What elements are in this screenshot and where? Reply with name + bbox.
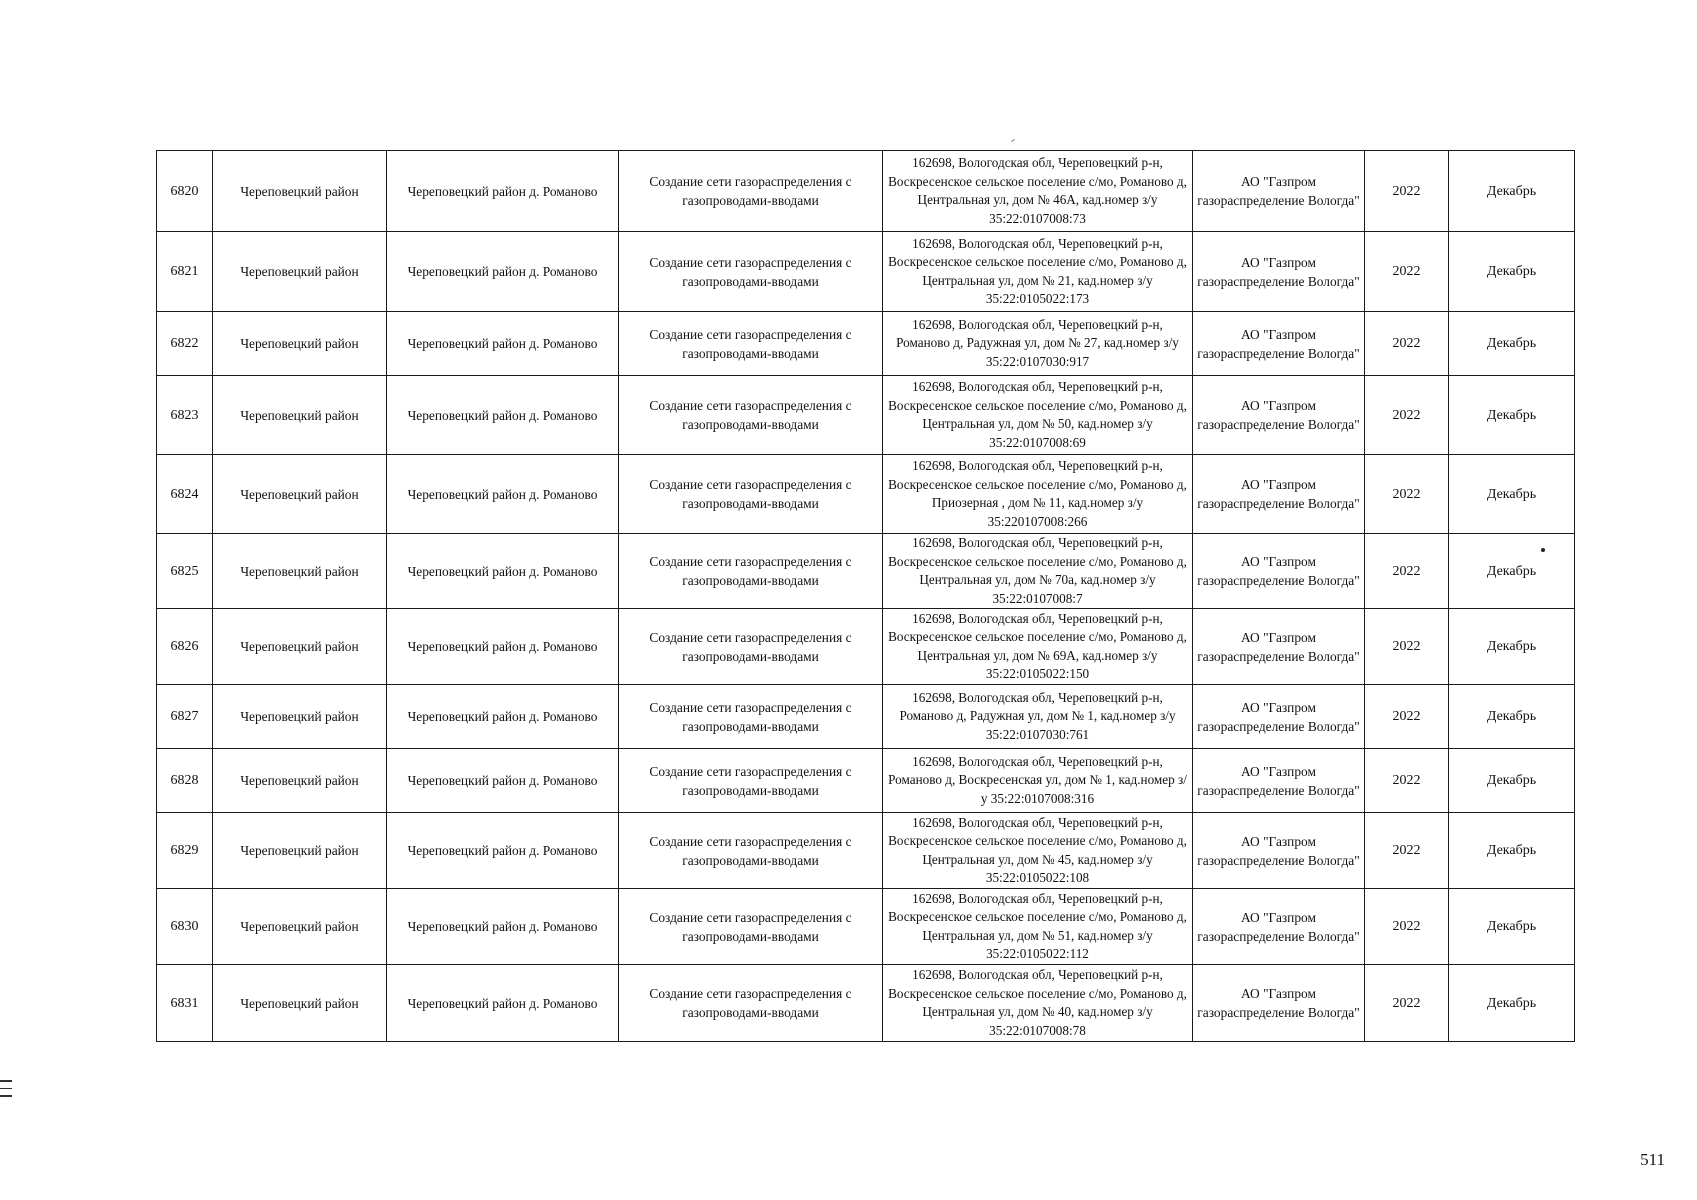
month-cell: Декабрь bbox=[1449, 312, 1575, 376]
locality-cell: Череповецкий район д. Романово bbox=[387, 889, 619, 965]
district-cell: Череповецкий район bbox=[213, 813, 387, 889]
row-number: 6826 bbox=[157, 609, 213, 685]
work-type-cell: Создание сети газораспределения с газопроводами-вводами bbox=[619, 813, 883, 889]
district-cell: Череповецкий район bbox=[213, 965, 387, 1042]
locality-cell: Череповецкий район д. Романово bbox=[387, 813, 619, 889]
district-cell: Череповецкий район bbox=[213, 455, 387, 534]
locality-cell: Череповецкий район д. Романово bbox=[387, 312, 619, 376]
locality-cell: Череповецкий район д. Романово bbox=[387, 232, 619, 312]
address-cell: 162698, Вологодская обл, Череповецкий р-н, Романово д, Радужная ул, дом № 27, кад.номер з/у 35:22:0107030:917 bbox=[883, 312, 1193, 376]
row-number: 6830 bbox=[157, 889, 213, 965]
table-row bbox=[157, 455, 1575, 534]
month-cell: Декабрь bbox=[1449, 965, 1575, 1042]
year-cell: 2022 bbox=[1365, 609, 1449, 685]
scan-speck bbox=[1541, 548, 1545, 552]
month-cell: Декабрь bbox=[1449, 455, 1575, 534]
organization-cell: АО "Газпром газораспределение Вологда" bbox=[1193, 151, 1365, 232]
locality-cell: Череповецкий район д. Романово bbox=[387, 965, 619, 1042]
year-cell: 2022 bbox=[1365, 889, 1449, 965]
row-number: 6825 bbox=[157, 534, 213, 609]
month-cell: Декабрь bbox=[1449, 685, 1575, 749]
district-cell: Череповецкий район bbox=[213, 232, 387, 312]
row-number: 6820 bbox=[157, 151, 213, 232]
locality-cell: Череповецкий район д. Романово bbox=[387, 685, 619, 749]
district-cell: Череповецкий район bbox=[213, 749, 387, 813]
row-number: 6824 bbox=[157, 455, 213, 534]
district-cell: Череповецкий район bbox=[213, 685, 387, 749]
organization-cell: АО "Газпром газораспределение Вологда" bbox=[1193, 813, 1365, 889]
district-cell: Череповецкий район bbox=[213, 151, 387, 232]
address-cell: 162698, Вологодская обл, Череповецкий р-н, Воскресенское сельское поселение с/мо, Романово д, Центральная ул, дом № 40, кад.номер з/у 35:22:0107008:78 bbox=[883, 965, 1193, 1042]
address-cell: 162698, Вологодская обл, Череповецкий р-н, Воскресенское сельское поселение с/мо, Романово д, Центральная ул, дом № 21, кад.номер з/у 35:22:0105022:173 bbox=[883, 232, 1193, 312]
organization-cell: АО "Газпром газораспределение Вологда" bbox=[1193, 685, 1365, 749]
locality-cell: Череповецкий район д. Романово bbox=[387, 151, 619, 232]
month-cell: Декабрь bbox=[1449, 889, 1575, 965]
page-number: 511 bbox=[1640, 1150, 1665, 1169]
year-cell: 2022 bbox=[1365, 455, 1449, 534]
organization-cell: АО "Газпром газораспределение Вологда" bbox=[1193, 749, 1365, 813]
month-cell: Декабрь bbox=[1449, 376, 1575, 455]
year-cell: 2022 bbox=[1365, 232, 1449, 312]
month-cell: Декабрь bbox=[1449, 232, 1575, 312]
table-row bbox=[157, 749, 1575, 813]
work-type-cell: Создание сети газораспределения с газопроводами-вводами bbox=[619, 685, 883, 749]
address-cell: 162698, Вологодская обл, Череповецкий р-н, Воскресенское сельское поселение с/мо, Романово д, Центральная ул, дом № 50, кад.номер з/у 35:22:0107008:69 bbox=[883, 376, 1193, 455]
organization-cell: АО "Газпром газораспределение Вологда" bbox=[1193, 376, 1365, 455]
month-cell: Декабрь bbox=[1449, 151, 1575, 232]
table-row bbox=[157, 813, 1575, 889]
locality-cell: Череповецкий район д. Романово bbox=[387, 534, 619, 609]
row-number: 6822 bbox=[157, 312, 213, 376]
organization-cell: АО "Газпром газораспределение Вологда" bbox=[1193, 232, 1365, 312]
address-cell: 162698, Вологодская обл, Череповецкий р-н, Воскресенское сельское поселение с/мо, Романово д, Центральная ул, дом № 46А, кад.номер з/у 35:22:0107008:73 bbox=[883, 151, 1193, 232]
work-type-cell: Создание сети газораспределения с газопроводами-вводами bbox=[619, 609, 883, 685]
row-number: 6821 bbox=[157, 232, 213, 312]
organization-cell: АО "Газпром газораспределение Вологда" bbox=[1193, 609, 1365, 685]
organization-cell: АО "Газпром газораспределение Вологда" bbox=[1193, 889, 1365, 965]
address-cell: 162698, Вологодская обл, Череповецкий р-н, Воскресенское сельское поселение с/мо, Романово д, Центральная ул, дом № 70а, кад.номер з/у 35:22:0107008:7 bbox=[883, 534, 1193, 609]
row-number: 6823 bbox=[157, 376, 213, 455]
row-number: 6829 bbox=[157, 813, 213, 889]
district-cell: Череповецкий район bbox=[213, 609, 387, 685]
district-cell: Череповецкий район bbox=[213, 312, 387, 376]
locality-cell: Череповецкий район д. Романово bbox=[387, 455, 619, 534]
document-sheet bbox=[156, 150, 1574, 1042]
scan-edge-mark bbox=[0, 1080, 12, 1103]
address-cell: 162698, Вологодская обл, Череповецкий р-н, Воскресенское сельское поселение с/мо, Романово д, Центральная ул, дом № 69А, кад.номер з/у 35:22:0105022:150 bbox=[883, 609, 1193, 685]
organization-cell: АО "Газпром газораспределение Вологда" bbox=[1193, 534, 1365, 609]
work-type-cell: Создание сети газораспределения с газопроводами-вводами bbox=[619, 455, 883, 534]
month-cell: Декабрь bbox=[1449, 749, 1575, 813]
work-type-cell: Создание сети газораспределения с газопроводами-вводами bbox=[619, 965, 883, 1042]
locality-cell: Череповецкий район д. Романово bbox=[387, 376, 619, 455]
address-cell: 162698, Вологодская обл, Череповецкий р-н, Воскресенское сельское поселение с/мо, Романово д, Центральная ул, дом № 45, кад.номер з/у 35:22:0105022:108 bbox=[883, 813, 1193, 889]
organization-cell: АО "Газпром газораспределение Вологда" bbox=[1193, 312, 1365, 376]
address-cell: 162698, Вологодская обл, Череповецкий р-н, Воскресенское сельское поселение с/мо, Романово д, Приозерная , дом № 11, кад.номер з/у 35:220107008:266 bbox=[883, 455, 1193, 534]
work-type-cell: Создание сети газораспределения с газопроводами-вводами bbox=[619, 889, 883, 965]
work-type-cell: Создание сети газораспределения с газопроводами-вводами bbox=[619, 534, 883, 609]
table-row bbox=[157, 151, 1575, 232]
month-cell: Декабрь bbox=[1449, 813, 1575, 889]
table-row bbox=[157, 376, 1575, 455]
row-number: 6831 bbox=[157, 965, 213, 1042]
table-row bbox=[157, 534, 1575, 609]
address-cell: 162698, Вологодская обл, Череповецкий р-н, Романово д, Воскресенская ул, дом № 1, кад.номер з/у 35:22:0107008:316 bbox=[883, 749, 1193, 813]
work-type-cell: Создание сети газораспределения с газопроводами-вводами bbox=[619, 151, 883, 232]
year-cell: 2022 bbox=[1365, 685, 1449, 749]
work-type-cell: Создание сети газораспределения с газопроводами-вводами bbox=[619, 376, 883, 455]
table-row bbox=[157, 685, 1575, 749]
address-cell: 162698, Вологодская обл, Череповецкий р-н, Романово д, Радужная ул, дом № 1, кад.номер з/у 35:22:0107030:761 bbox=[883, 685, 1193, 749]
locality-cell: Череповецкий район д. Романово bbox=[387, 749, 619, 813]
address-cell: 162698, Вологодская обл, Череповецкий р-н, Воскресенское сельское поселение с/мо, Романово д, Центральная ул, дом № 51, кад.номер з/у 35:22:0105022:112 bbox=[883, 889, 1193, 965]
table-body bbox=[157, 151, 1575, 1042]
gasification-table bbox=[156, 150, 1575, 1042]
work-type-cell: Создание сети газораспределения с газопроводами-вводами bbox=[619, 312, 883, 376]
year-cell: 2022 bbox=[1365, 534, 1449, 609]
table-row bbox=[157, 889, 1575, 965]
year-cell: 2022 bbox=[1365, 965, 1449, 1042]
scan-artifact-tick bbox=[1011, 139, 1015, 142]
organization-cell: АО "Газпром газораспределение Вологда" bbox=[1193, 965, 1365, 1042]
year-cell: 2022 bbox=[1365, 151, 1449, 232]
year-cell: 2022 bbox=[1365, 376, 1449, 455]
district-cell: Череповецкий район bbox=[213, 534, 387, 609]
table-row bbox=[157, 609, 1575, 685]
year-cell: 2022 bbox=[1365, 749, 1449, 813]
month-cell: Декабрь bbox=[1449, 609, 1575, 685]
row-number: 6828 bbox=[157, 749, 213, 813]
year-cell: 2022 bbox=[1365, 813, 1449, 889]
year-cell: 2022 bbox=[1365, 312, 1449, 376]
table-row bbox=[157, 232, 1575, 312]
table-row bbox=[157, 965, 1575, 1042]
district-cell: Череповецкий район bbox=[213, 889, 387, 965]
row-number: 6827 bbox=[157, 685, 213, 749]
work-type-cell: Создание сети газораспределения с газопроводами-вводами bbox=[619, 749, 883, 813]
table-row bbox=[157, 312, 1575, 376]
locality-cell: Череповецкий район д. Романово bbox=[387, 609, 619, 685]
month-cell: Декабрь bbox=[1449, 534, 1575, 609]
work-type-cell: Создание сети газораспределения с газопроводами-вводами bbox=[619, 232, 883, 312]
organization-cell: АО "Газпром газораспределение Вологда" bbox=[1193, 455, 1365, 534]
district-cell: Череповецкий район bbox=[213, 376, 387, 455]
